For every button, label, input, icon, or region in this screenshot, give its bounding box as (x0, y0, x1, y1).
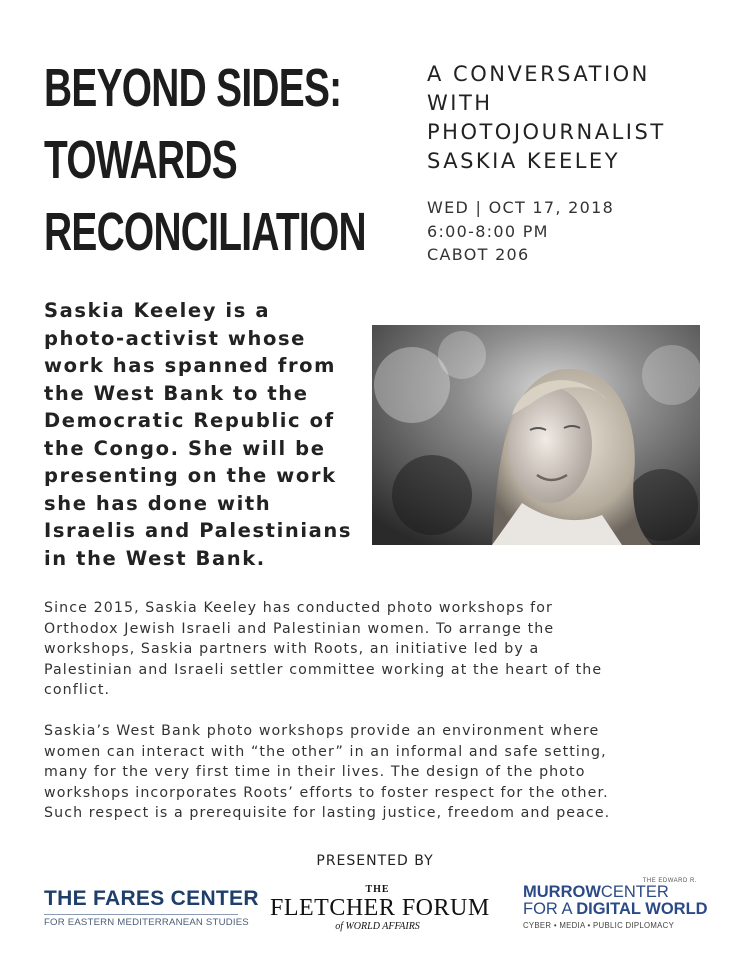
lead-line: work has spanned from (44, 354, 337, 377)
speaker-portrait-photo (372, 325, 700, 545)
event-date: WED | OCT 17, 2018 (427, 198, 615, 217)
paragraph-line: Such respect is a prerequisite for lasting justice, freedom and peace. (44, 805, 611, 821)
lead-line: in the West Bank. (44, 546, 266, 570)
subtitle-line: WITH (427, 91, 493, 115)
lead-line: Israelis and Palestinians (44, 519, 353, 542)
lead-line: presenting on the work (44, 464, 337, 487)
murrow-word: FOR A (523, 900, 572, 918)
paragraph-line: Orthodox Jewish Israeli and Palestinian women. To arrange the (44, 620, 555, 637)
murrow-center-logo (523, 878, 723, 930)
title-line: TOWARDS (44, 130, 237, 190)
title-line: RECONCILIATION (44, 202, 366, 262)
event-title (44, 52, 366, 268)
paragraph-line: Saskia’s West Bank photo workshops provide an environment where (44, 723, 600, 739)
fares-center-subtitle: FOR EASTERN MEDITERRANEAN STUDIES (44, 917, 249, 928)
paragraph-line: many for the very first time in their lives. The design of the photo (44, 764, 586, 780)
lead-line: the Congo. She will be (44, 436, 326, 460)
paragraph-line: workshops incorporates Roots’ efforts to foster respect for the other. (44, 784, 609, 801)
paragraph-line: Palestinian and Israeli settler committee working at the heart of the (44, 661, 603, 678)
murrow-word: CENTER (600, 883, 669, 901)
paragraph-line: conflict. (44, 682, 111, 698)
event-time: 6:00-8:00 PM (427, 221, 549, 241)
description-body (44, 598, 724, 824)
title-line: BEYOND SIDES: (44, 58, 342, 118)
paragraph-line: workshops, Saskia partners with Roots, an initiative led by a (44, 641, 540, 657)
murrow-word: DIGITAL WORLD (576, 900, 708, 918)
divider (44, 914, 238, 915)
paragraph-line: Since 2015, Saskia Keeley has conducted photo workshops for (44, 600, 553, 616)
event-details (427, 196, 727, 267)
lead-line: Democratic Republic of (44, 409, 335, 432)
portrait-image (372, 325, 700, 545)
fletcher-subtitle: of WORLD AFFAIRS (335, 921, 420, 932)
lead-line: photo-activist whose (44, 326, 307, 350)
fares-center-name: THE FARES CENTER (44, 887, 259, 910)
murrow-row-1 (523, 884, 723, 901)
murrow-row-2 (523, 901, 723, 918)
murrow-tagline: CYBER • MEDIA • PUBLIC DIPLOMACY (523, 921, 675, 930)
subtitle-line: PHOTOJOURNALIST (427, 120, 666, 144)
event-location: CABOT 206 (427, 245, 530, 264)
fares-center-logo (44, 887, 259, 928)
murrow-top-text: THE EDWARD R. (642, 878, 697, 884)
subtitle-line: SASKIA KEELEY (427, 149, 621, 173)
lead-line: the West Bank to the (44, 381, 309, 405)
event-subtitle (427, 60, 727, 176)
subtitle-line: A CONVERSATION (427, 62, 650, 86)
fletcher-name: FLETCHER FORUM (270, 895, 490, 921)
lead-line: she has done with (44, 491, 272, 515)
fletcher-the: THE (365, 884, 390, 895)
presented-by-label: PRESENTED BY (316, 853, 434, 869)
lead-line: Saskia Keeley is a (44, 299, 271, 322)
lead-paragraph (44, 297, 374, 572)
paragraph-line: women can interact with “the other” in an informal and safe setting, (44, 743, 607, 760)
murrow-word: MURROW (523, 883, 601, 901)
fletcher-forum-logo (270, 884, 490, 934)
